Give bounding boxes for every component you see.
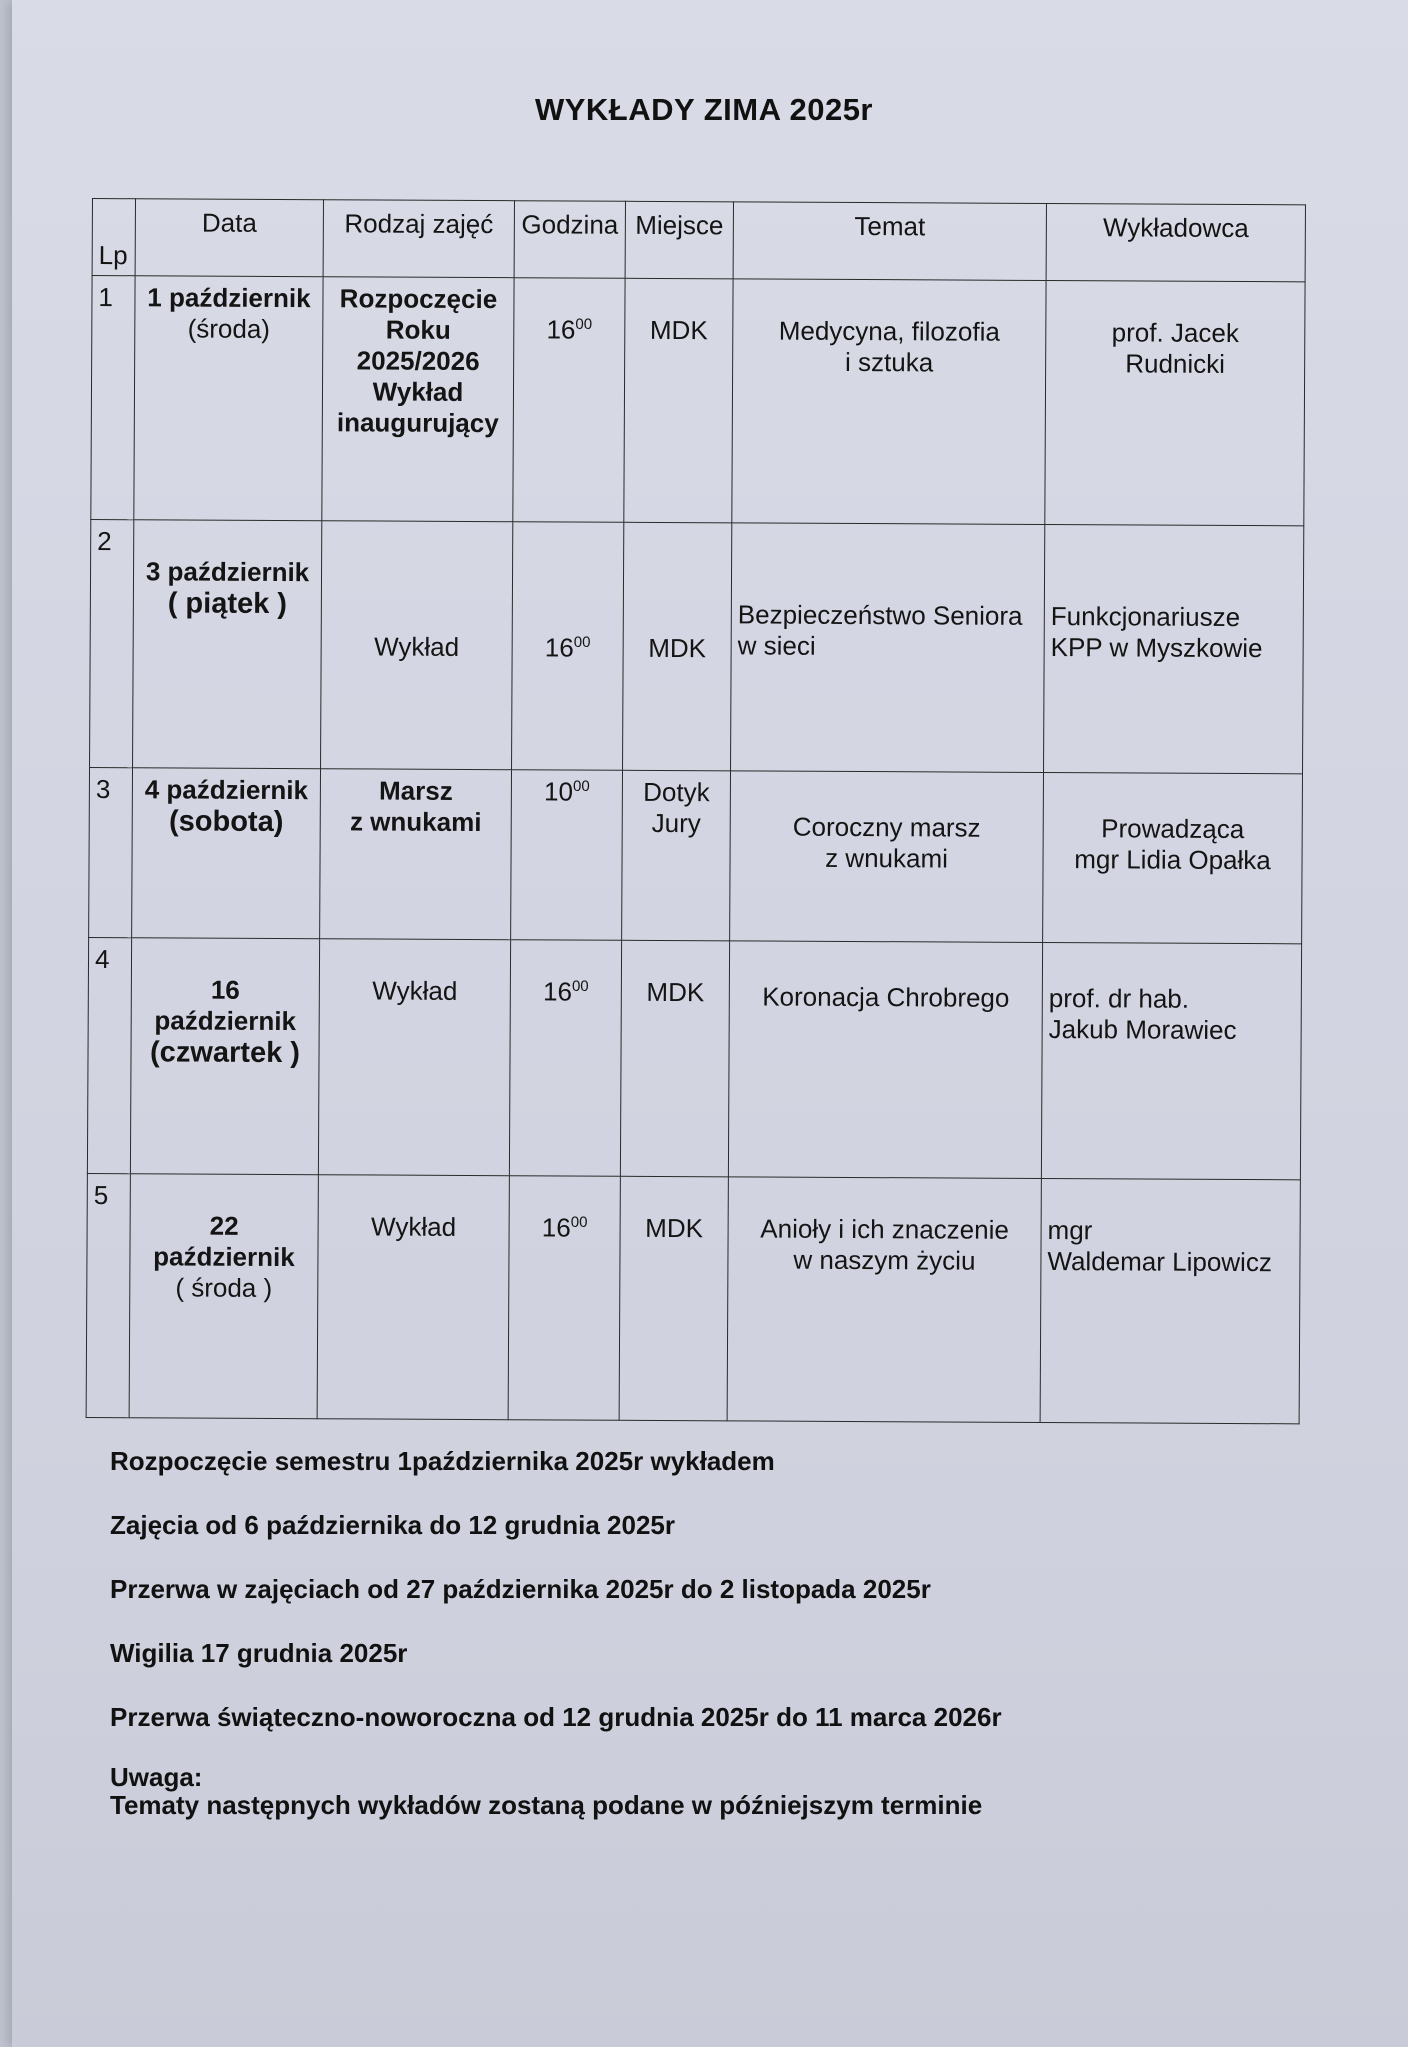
header-rodzaj: Rodzaj zajęć <box>323 200 514 278</box>
hour-text: 16 <box>546 314 576 345</box>
topic-cell <box>731 523 1045 773</box>
lecturer-cell <box>1044 524 1304 773</box>
schedule-notes <box>110 1446 1002 1822</box>
lp-cell: 3 <box>89 767 133 937</box>
minute-text: 00 <box>572 777 590 795</box>
topic-line: i sztuka <box>844 346 934 378</box>
place-cell <box>622 770 731 941</box>
note-wigilia: Wigilia 17 grudnia 2025r <box>110 1638 408 1668</box>
table-row <box>91 276 1305 526</box>
minute-text: 00 <box>571 977 589 995</box>
topic-line: Anioły i ich znaczenie <box>760 1213 1009 1245</box>
day-text: ( piątek ) <box>167 587 288 621</box>
type-line: z wnukami <box>349 806 482 838</box>
lp-cell: 4 <box>87 937 131 1173</box>
type-cell <box>320 769 512 940</box>
date-text: 4 październik <box>144 774 309 806</box>
header-temat: Temat <box>733 202 1046 281</box>
lecturer-cell <box>1045 280 1305 525</box>
note-classes-range: Zajęcia od 6 października do 12 grudnia 2025r <box>110 1510 675 1540</box>
lecturer-line: Jakub Morawiec <box>1048 1014 1237 1046</box>
minute-text: 00 <box>575 315 593 333</box>
type-line: Roku <box>385 314 451 345</box>
place-line: Jury <box>651 807 701 839</box>
note-semester-start: Rozpoczęcie semestru 1października 2025r wykładem <box>110 1446 775 1476</box>
table-row <box>86 1173 1300 1423</box>
lecturer-line: prof. dr hab. <box>1048 983 1190 1014</box>
topic-cell <box>728 941 1042 1179</box>
note-break: Przerwa w zajęciach od 27 października 2025r do 2 listopada 2025r <box>110 1574 931 1604</box>
date-text: 22 październik <box>153 1210 295 1273</box>
hour-cell <box>512 522 624 771</box>
type-line: Wykład <box>372 975 458 1006</box>
type-cell <box>317 1175 509 1420</box>
date-cell <box>129 1174 318 1419</box>
hour-cell <box>513 278 625 523</box>
lecturer-line: Waldemar Lipowicz <box>1047 1246 1272 1278</box>
topic-line: w sieci <box>737 630 816 661</box>
lp-cell: 5 <box>86 1173 130 1417</box>
lp-cell: 2 <box>90 519 134 767</box>
topic-cell <box>730 771 1044 943</box>
type-line: Rozpoczęcie <box>339 283 498 315</box>
place-cell <box>619 1176 728 1421</box>
note-uwaga-label: Uwaga: <box>110 1762 203 1792</box>
date-text: 1 październik <box>147 282 311 314</box>
day-text: (czwartek ) <box>149 1036 301 1070</box>
type-line: Wykład <box>374 631 460 662</box>
lecturer-line: prof. Jacek <box>1111 317 1239 349</box>
topic-line: Coroczny marsz <box>792 811 981 843</box>
note-uwaga-text: Tematy następnych wykładów zostaną podane w późniejszym terminie <box>110 1790 983 1820</box>
lecturer-cell <box>1041 942 1301 1179</box>
type-cell <box>322 277 514 522</box>
topic-cell <box>732 279 1046 525</box>
lecturer-line: Rudnicki <box>1125 348 1226 379</box>
day-text: (sobota) <box>168 805 284 839</box>
place-line: MDK <box>649 314 708 346</box>
header-godzina: Godzina <box>514 201 625 279</box>
lecturer-line: KPP w Myszkowie <box>1050 632 1263 664</box>
date-cell <box>130 938 319 1175</box>
type-line: 2025/2026 <box>356 345 480 377</box>
lecturer-line: mgr <box>1047 1215 1093 1246</box>
place-cell <box>624 278 733 523</box>
hour-cell <box>509 940 621 1177</box>
place-line: MDK <box>648 632 707 664</box>
topic-line: Medycyna, filozofia <box>778 315 1000 347</box>
topic-cell <box>727 1177 1041 1423</box>
header-miejsce: Miejsce <box>625 201 733 279</box>
topic-line: Bezpieczeństwo Seniora <box>737 599 1023 631</box>
day-text: ( środa ) <box>175 1272 273 1303</box>
header-wykladowca: Wykładowca <box>1046 203 1305 281</box>
type-line: Wykład <box>371 1211 457 1242</box>
header-lp: Lp <box>92 199 135 276</box>
date-cell <box>133 520 322 769</box>
type-cell <box>318 939 510 1176</box>
lp-cell: 1 <box>91 276 135 520</box>
place-cell <box>623 522 732 771</box>
document-title: WYKŁADY ZIMA 2025r <box>534 92 873 127</box>
note-holiday-break: Przerwa świąteczno-noworoczna od 12 grudnia 2025r do 11 marca 2026r <box>110 1702 1002 1732</box>
lecture-schedule-table <box>86 198 1306 1424</box>
date-cell <box>134 276 323 521</box>
table-header-row <box>92 199 1305 282</box>
date-text: 3 październik <box>145 556 310 588</box>
date-cell <box>132 768 321 939</box>
type-cell <box>321 521 513 770</box>
type-line: Wykład <box>372 376 464 407</box>
place-line: MDK <box>646 976 705 1008</box>
hour-text: 16 <box>542 976 573 1007</box>
place-cell <box>620 940 729 1177</box>
lecturer-cell <box>1043 772 1303 943</box>
table-row <box>87 937 1301 1179</box>
hour-cell <box>511 770 623 941</box>
table-row <box>89 767 1303 943</box>
hour-text: 16 <box>544 632 574 663</box>
day-text: (środa) <box>187 313 271 344</box>
hour-cell <box>508 1176 620 1421</box>
lecturer-line: mgr Lidia Opałka <box>1074 844 1271 876</box>
lecturer-line: Prowadząca <box>1101 813 1245 845</box>
table-row <box>90 519 1304 773</box>
place-line: Dotyk <box>643 776 710 808</box>
hour-text: 10 <box>544 776 574 807</box>
minute-text: 00 <box>570 1213 588 1231</box>
topic-line: w naszym życiu <box>793 1244 976 1276</box>
hour-text: 16 <box>541 1212 571 1243</box>
topic-line: Koronacja Chrobrego <box>762 981 1010 1013</box>
place-line: MDK <box>645 1212 704 1244</box>
type-line: Marsz <box>378 775 453 806</box>
type-line: inaugurujący <box>336 407 499 439</box>
header-data: Data <box>135 199 323 277</box>
topic-line: z wnukami <box>825 842 949 874</box>
date-text: 16 październik <box>154 974 297 1037</box>
lecturer-line: Funkcjonariusze <box>1050 601 1241 633</box>
minute-text: 00 <box>573 633 591 651</box>
lecturer-cell <box>1040 1178 1300 1423</box>
